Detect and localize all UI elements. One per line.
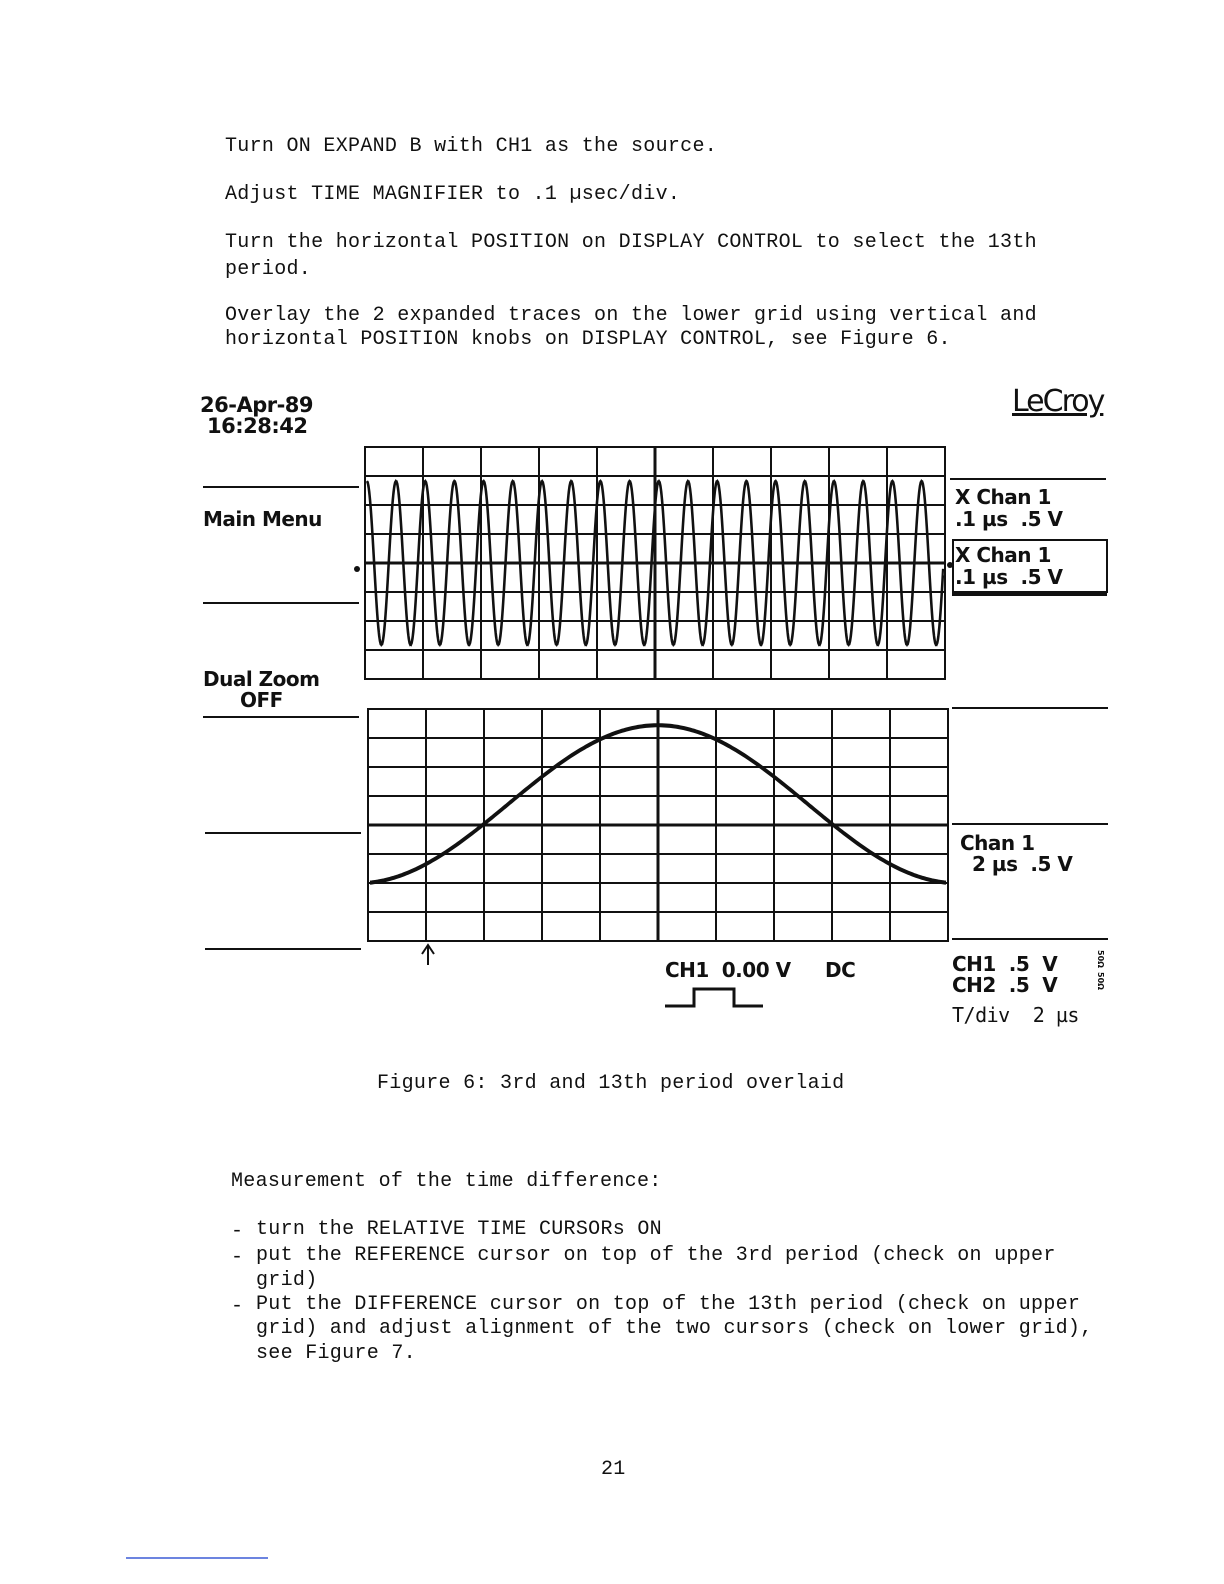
brand-logo: LeCroy bbox=[1012, 384, 1104, 419]
scope-time: 16:28:42 bbox=[207, 414, 308, 438]
page-number: 21 bbox=[601, 1458, 626, 1481]
lower-trace-scale: 2 µs .5 V bbox=[972, 852, 1073, 876]
list-bullet: - bbox=[231, 1295, 244, 1318]
upper-grid bbox=[365, 447, 945, 679]
ch1-setting: CH1 .5 V bbox=[952, 952, 1058, 976]
ground-marker-icon bbox=[354, 566, 360, 572]
trigger-readout: CH1 0.00 V bbox=[665, 958, 791, 982]
list-item-continuation: grid) and adjust alignment of the two cursors (check on lower grid), bbox=[256, 1317, 1093, 1340]
list-item-continuation: see Figure 7. bbox=[256, 1342, 416, 1365]
ch2-setting: CH2 .5 V bbox=[952, 973, 1058, 997]
list-item: put the REFERENCE cursor on top of the 3rd period (check on upper bbox=[256, 1244, 1056, 1267]
pulse-trigger-icon bbox=[665, 989, 763, 1006]
ch1-coupling-badge: 50Ω bbox=[1096, 950, 1105, 968]
softkey-main-menu: Main Menu bbox=[203, 507, 322, 531]
ch2-coupling-badge: 50Ω bbox=[1096, 972, 1105, 990]
scope-date: 26-Apr-89 bbox=[200, 393, 314, 417]
softkey-dual-zoom-state: OFF bbox=[240, 688, 283, 712]
measurement-heading: Measurement of the time difference: bbox=[231, 1170, 662, 1193]
figure-caption: Figure 6: 3rd and 13th period overlaid bbox=[377, 1072, 845, 1095]
list-bullet: - bbox=[231, 1246, 244, 1269]
softkey-dual-zoom: Dual Zoom bbox=[203, 667, 320, 691]
intro-paragraph-4-line-1: Overlay the 2 expanded traces on the lower grid using vertical and bbox=[225, 304, 1037, 327]
trace-a-scale: .1 µs .5 V bbox=[955, 507, 1063, 531]
ground-marker-icon bbox=[947, 562, 953, 568]
trace-b-name: X Chan 1 bbox=[955, 543, 1051, 567]
intro-paragraph-3-line-2: period. bbox=[225, 258, 312, 281]
list-item-continuation: grid) bbox=[256, 1269, 318, 1292]
list-item: turn the RELATIVE TIME CURSORs ON bbox=[256, 1218, 662, 1241]
intro-paragraph-1: Turn ON EXPAND B with CH1 as the source. bbox=[225, 135, 718, 158]
lower-trace-name: Chan 1 bbox=[960, 831, 1035, 855]
timebase-readout: T/div 2 µs bbox=[952, 1003, 1079, 1027]
intro-paragraph-4-line-2: horizontal POSITION knobs on DISPLAY CONTROL, see Figure 6. bbox=[225, 328, 951, 351]
trace-b-scale: .1 µs .5 V bbox=[955, 565, 1063, 589]
list-bullet: - bbox=[231, 1220, 244, 1243]
intro-paragraph-2: Adjust TIME MAGNIFIER to .1 µsec/div. bbox=[225, 183, 681, 206]
list-item: Put the DIFFERENCE cursor on top of the 13th period (check on upper bbox=[256, 1293, 1081, 1316]
trigger-position-arrow-icon bbox=[422, 945, 434, 965]
intro-paragraph-3-line-1: Turn the horizontal POSITION on DISPLAY CONTROL to select the 13th bbox=[225, 231, 1037, 254]
trace-a-name: X Chan 1 bbox=[955, 485, 1051, 509]
lower-grid bbox=[368, 709, 948, 941]
trigger-coupling: DC bbox=[825, 958, 856, 982]
